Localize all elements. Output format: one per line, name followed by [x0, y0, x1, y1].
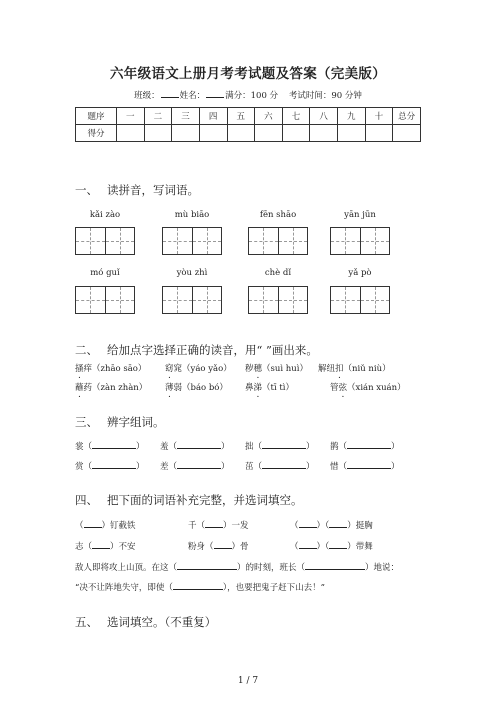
writing-grid[interactable]	[75, 286, 135, 314]
pronunciation-options[interactable]: （tī tì）	[262, 383, 295, 393]
dotted-char: 蘸	[75, 383, 84, 393]
idiom-item	[75, 519, 136, 531]
pronunciation-options[interactable]: （xián xuán）	[347, 383, 406, 393]
item-rest: 药	[83, 383, 93, 393]
dotted-char: 薄	[165, 383, 174, 393]
answer-blank[interactable]	[347, 440, 391, 449]
dotted-char: 窈	[165, 364, 174, 374]
item-rest: 弱	[173, 383, 183, 393]
pinyin-label: fēn shāo	[259, 210, 297, 220]
answer-blank[interactable]	[92, 440, 136, 449]
item-rest: 痒	[83, 364, 93, 374]
score-cell[interactable]	[282, 125, 310, 142]
char-label: 差（	[160, 462, 178, 472]
answer-blank[interactable]	[299, 519, 317, 528]
pinyin-label: yòu zhì	[176, 268, 208, 278]
answer-blank[interactable]	[92, 540, 110, 549]
score-cell[interactable]	[172, 125, 200, 142]
idiom-text: ）带舞	[347, 542, 373, 552]
exam-time: 考试时间：90 分钟	[288, 91, 362, 101]
word-group-item	[245, 460, 315, 472]
section-4-heading	[75, 492, 303, 508]
idiom-text: ）一发	[223, 521, 249, 531]
pronunciation-options[interactable]: （niǔ niù）	[343, 364, 391, 374]
answer-blank[interactable]	[262, 460, 306, 469]
idiom-text: ）钉截铁	[101, 521, 136, 531]
score-header-cell: 题序	[76, 108, 117, 125]
page-number: 1 / 7	[237, 676, 259, 686]
fill-sentence-1	[75, 561, 399, 573]
pronunciation-item	[330, 381, 406, 393]
pronunciation-item	[245, 381, 294, 393]
idiom-item	[188, 540, 249, 552]
sentence-text: “决不让阵地失守，即使（	[75, 583, 173, 593]
writing-grid[interactable]	[162, 286, 222, 314]
idiom-text: （	[290, 521, 299, 531]
pronunciation-item	[318, 362, 391, 374]
answer-blank[interactable]	[177, 460, 221, 469]
char-label: 拙（	[245, 442, 263, 452]
section-1-heading	[75, 182, 199, 198]
writing-grid[interactable]	[330, 286, 390, 314]
char-label: 羞（	[160, 442, 178, 452]
idiom-item	[75, 540, 136, 552]
answer-blank[interactable]	[347, 460, 391, 469]
score-cell[interactable]	[310, 125, 338, 142]
writing-grid[interactable]	[75, 227, 135, 255]
word-group-item	[160, 460, 230, 472]
pronunciation-item	[165, 381, 228, 393]
score-cell[interactable]	[365, 125, 393, 142]
word-group-item	[330, 440, 400, 452]
exam-info	[0, 89, 496, 101]
fill-sentence-2	[75, 581, 325, 593]
idiom-text: 志（	[75, 542, 93, 552]
score-cell[interactable]	[227, 125, 255, 142]
score-header-cell: 四	[199, 108, 227, 125]
section-title: 把下面的词语补充完整，并选词填空。	[107, 493, 303, 507]
pronunciation-options[interactable]: （báo bó）	[182, 383, 228, 393]
score-cell[interactable]	[144, 125, 172, 142]
section-number: 五、	[75, 615, 98, 629]
pronunciation-item	[245, 362, 308, 374]
idiom-text: （	[290, 542, 299, 552]
section-number: 一、	[75, 183, 98, 197]
pinyin-label: yān jūn	[344, 210, 376, 220]
score-header-cell: 总分	[393, 108, 421, 125]
score-header-cell: 二	[144, 108, 172, 125]
item-pre: 管	[330, 383, 339, 393]
close-paren: ）	[391, 442, 400, 452]
idiom-item	[188, 519, 249, 531]
class-blank	[161, 89, 179, 98]
idiom-item	[290, 540, 373, 552]
word-group-item	[160, 440, 230, 452]
item-pre: 秽	[245, 364, 254, 374]
char-label: 鹊（	[330, 442, 348, 452]
writing-grid[interactable]	[162, 227, 222, 255]
name-label: 姓名：	[179, 91, 206, 101]
section-3-heading	[75, 414, 165, 430]
dotted-char: 扣	[335, 364, 344, 374]
score-cell[interactable]	[199, 125, 227, 142]
answer-blank[interactable]	[214, 540, 232, 549]
dotted-char: 搔	[75, 364, 84, 374]
word-group-item	[75, 440, 145, 452]
pinyin-label: chè dǐ	[264, 268, 292, 278]
pronunciation-options[interactable]: （zàn zhàn）	[92, 383, 148, 393]
idiom-text: （	[75, 521, 84, 531]
score-row	[76, 125, 421, 142]
section-title: 辨字组词。	[107, 415, 165, 429]
page-title: 六年级语文上册月考考试题及答案（完美版）	[110, 66, 386, 82]
pronunciation-options[interactable]: （yáo yǎo）	[182, 364, 232, 374]
writing-grid[interactable]	[248, 286, 308, 314]
close-paren: ）	[306, 442, 315, 452]
pinyin-label: mù biāo	[174, 210, 210, 220]
writing-grid[interactable]	[330, 227, 390, 255]
dotted-char: 涕	[253, 383, 263, 393]
score-header-cell: 三	[172, 108, 200, 125]
answer-blank[interactable]	[305, 561, 365, 570]
idiom-text: 千（	[188, 521, 206, 531]
char-label: 裳（	[75, 442, 93, 452]
close-paren: ）	[221, 442, 230, 452]
idiom-text: ）骨	[231, 542, 249, 552]
score-table	[75, 107, 421, 142]
section-title: 给加点字选择正确的读音，用“ ”画出来。	[107, 343, 318, 357]
section-title: 选词填空。（不重复）	[107, 615, 217, 629]
answer-blank[interactable]	[177, 440, 221, 449]
pronunciation-item	[75, 362, 146, 374]
close-paren: ）	[306, 462, 315, 472]
sentence-text: ），也要把鬼子赶下山去！”	[222, 583, 325, 593]
full-score: 满分：100 分	[225, 91, 279, 101]
answer-blank[interactable]	[84, 519, 102, 528]
pronunciation-options[interactable]: （zhāo sāo）	[92, 364, 147, 374]
item-rest: 窕	[173, 364, 183, 374]
pinyin-label: mó guǐ	[90, 268, 120, 278]
score-header-row	[76, 108, 421, 125]
sentence-text: ）地说：	[365, 563, 400, 573]
idiom-text: ）不安	[110, 542, 136, 552]
close-paren: ）	[391, 462, 400, 472]
score-header-cell: 五	[227, 108, 255, 125]
pinyin-label: yǎ pò	[348, 268, 372, 278]
close-paren: ）	[221, 462, 230, 472]
close-paren: ）	[136, 462, 145, 472]
char-label: 赏（	[75, 462, 93, 472]
score-header-cell: 八	[310, 108, 338, 125]
pronunciation-item	[75, 381, 147, 393]
answer-blank[interactable]	[329, 519, 347, 528]
item-pre: 鼻	[245, 383, 254, 393]
section-5-heading	[75, 614, 216, 630]
idiom-text: ）（	[316, 542, 330, 552]
score-header-cell: 七	[282, 108, 310, 125]
close-paren: ）	[136, 442, 145, 452]
word-group-item	[330, 460, 400, 472]
idiom-item	[290, 519, 373, 531]
score-cell[interactable]	[338, 125, 366, 142]
pronunciation-item	[165, 362, 232, 374]
score-header-cell: 九	[338, 108, 366, 125]
class-label: 班级：	[134, 91, 160, 101]
score-cell[interactable]	[117, 125, 145, 142]
idiom-text: ）挺胸	[347, 521, 373, 531]
section-2-heading	[75, 342, 318, 358]
char-label: 茁（	[245, 462, 263, 472]
name-blank	[206, 89, 224, 98]
writing-grid[interactable]	[248, 227, 308, 255]
answer-blank[interactable]	[92, 460, 136, 469]
answer-blank[interactable]	[173, 581, 223, 590]
section-number: 四、	[75, 493, 98, 507]
score-header-cell: 十	[365, 108, 393, 125]
sentence-text: 敌人即将攻上山顶。在这（	[75, 563, 178, 573]
item-pre: 解纽	[318, 364, 336, 374]
answer-blank[interactable]	[177, 561, 237, 570]
pronunciation-options[interactable]: （suì huì）	[262, 364, 308, 374]
score-row-label: 得分	[76, 125, 117, 142]
score-cell[interactable]	[393, 125, 421, 142]
dotted-char: 穗	[253, 364, 263, 374]
dotted-char: 弦	[338, 383, 348, 393]
idiom-text: ）（	[316, 521, 330, 531]
score-header-cell: 一	[117, 108, 145, 125]
sentence-text: ）的时刻，班长（	[237, 563, 306, 573]
word-group-item	[245, 440, 315, 452]
score-cell[interactable]	[255, 125, 283, 142]
score-header-cell: 六	[255, 108, 283, 125]
answer-blank[interactable]	[262, 440, 306, 449]
idiom-text: 粉身（	[188, 542, 214, 552]
section-title: 读拼音，写词语。	[107, 183, 199, 197]
answer-blank[interactable]	[205, 519, 223, 528]
answer-blank[interactable]	[299, 540, 317, 549]
section-number: 三、	[75, 415, 98, 429]
char-label: 惜（	[330, 462, 348, 472]
section-number: 二、	[75, 343, 98, 357]
pinyin-label: kǎi zào	[89, 210, 121, 220]
answer-blank[interactable]	[329, 540, 347, 549]
word-group-item	[75, 460, 145, 472]
